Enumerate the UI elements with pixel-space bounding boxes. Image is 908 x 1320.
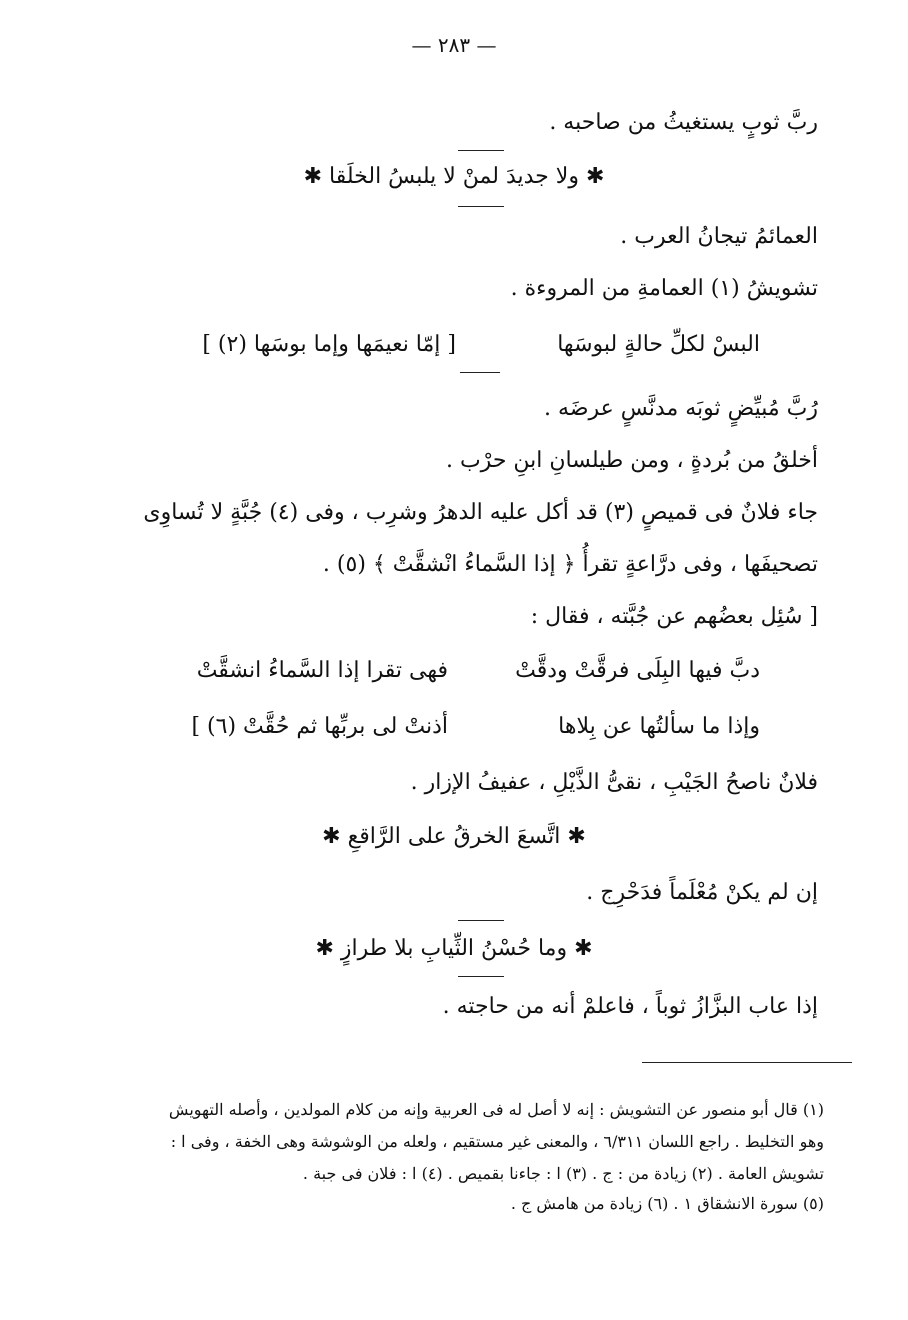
footnote-line-4: (٥) سورة الانشقاق ١ . (٦) زيادة من هامش ج . [510, 1194, 824, 1213]
proverb-line-3: ✱ وما حُسْنُ الثِّيابِ بلا طرازٍ ✱ [315, 936, 593, 961]
text-line-15: إن لم يكنْ مُعْلَماً فدَحْرِج . [586, 880, 818, 905]
text-line-3: العمائمُ تيجانُ العرب . [620, 224, 818, 249]
ornament-rule [460, 372, 500, 373]
footnote-line-3: تشويش العامة . (٢) زيادة من : ج . (٣) ا : جاءنا بقميص . (٤) ا : فلان فى جبة . [302, 1164, 824, 1183]
verse-2-line-2-first-hemistich: وإذا ما سألتُها عن بِلاها [558, 714, 760, 739]
text-line-17: إذا عاب البزَّازُ ثوباً ، فاعلمْ أنه من حاجته . [442, 994, 818, 1019]
text-line-7: أخلقُ من بُردةٍ ، ومن طيلسانِ ابنِ حرْب . [445, 448, 818, 473]
text-line-6: رُبَّ مُبيِّضٍ ثوبَه مدنَّسٍ عرضَه . [544, 396, 818, 421]
text-line-9: تصحيفَها ، وفى درَّاعةٍ تقرأُ ﴿ إذا السَّماءُ انْشقَّتْ ﴾ (٥) . [322, 552, 818, 577]
footnote-line-2: وهو التخليط . راجع اللسان ٦/٣١١ ، والمعنى غير مستقيم ، ولعله من الوشوشة وهى الخفة ، وفى ا : [170, 1132, 824, 1151]
verse-1-first-hemistich: البسْ لكلِّ حالةٍ لبوسَها [557, 332, 760, 357]
text-line-8: جاء فلانٌ فى قميصٍ (٣) قد أكل عليه الدهرُ وشرِب ، وفى (٤) جُبَّةٍ لا تُساوِى [143, 500, 818, 525]
ornament-rule [458, 150, 504, 151]
ornament-rule [458, 206, 504, 207]
text-line-10: [ سُئِل بعضُهم عن جُبَّته ، فقال : [530, 604, 818, 629]
verse-2-line-1-first-hemistich: دبَّ فيها البِلَى فرقَّتْ ودقَّتْ [515, 658, 760, 683]
page-number: — ٢٨٣ — [411, 33, 497, 57]
verse-2-line-2-second-hemistich: أذنتْ لى بربِّها ثم حُقَّتْ (٦) ] [191, 714, 448, 739]
footnote-separator [642, 1062, 852, 1063]
verse-1-second-hemistich: [ إمّا نعيمَها وإما بوسَها (٢) ] [202, 332, 456, 357]
text-line-1: ربَّ ثوبٍ يستغيثُ من صاحبه . [549, 110, 818, 135]
proverb-line-1: ✱ ولا جديدَ لمنْ لا يلبسُ الخلَقا ✱ [303, 164, 605, 189]
ornament-rule [458, 920, 504, 921]
text-line-13: فلانٌ ناصحُ الجَيْبِ ، نقىُّ الذَّيْلِ ، عفيفُ الإزار . [410, 770, 818, 795]
verse-1 [0, 330, 908, 360]
verse-2-line-2 [0, 712, 908, 742]
ornament-rule [458, 976, 504, 977]
proverb-line-2: ✱ اتَّسعَ الخرقُ على الرَّاقعِ ✱ [322, 824, 586, 849]
footnote-line-1: (١) قال أبو منصور عن التشويش : إنه لا أصل له فى العربية وإنه من كلام المولدين ، وأصله التهويش [168, 1100, 824, 1119]
verse-2-line-1-second-hemistich: فهى تقرا إذا السَّماءُ انشقَّتْ [196, 658, 448, 683]
text-line-4: تشويشُ (١) العمامةِ من المروءة . [510, 276, 818, 301]
verse-2-line-1 [0, 656, 908, 686]
